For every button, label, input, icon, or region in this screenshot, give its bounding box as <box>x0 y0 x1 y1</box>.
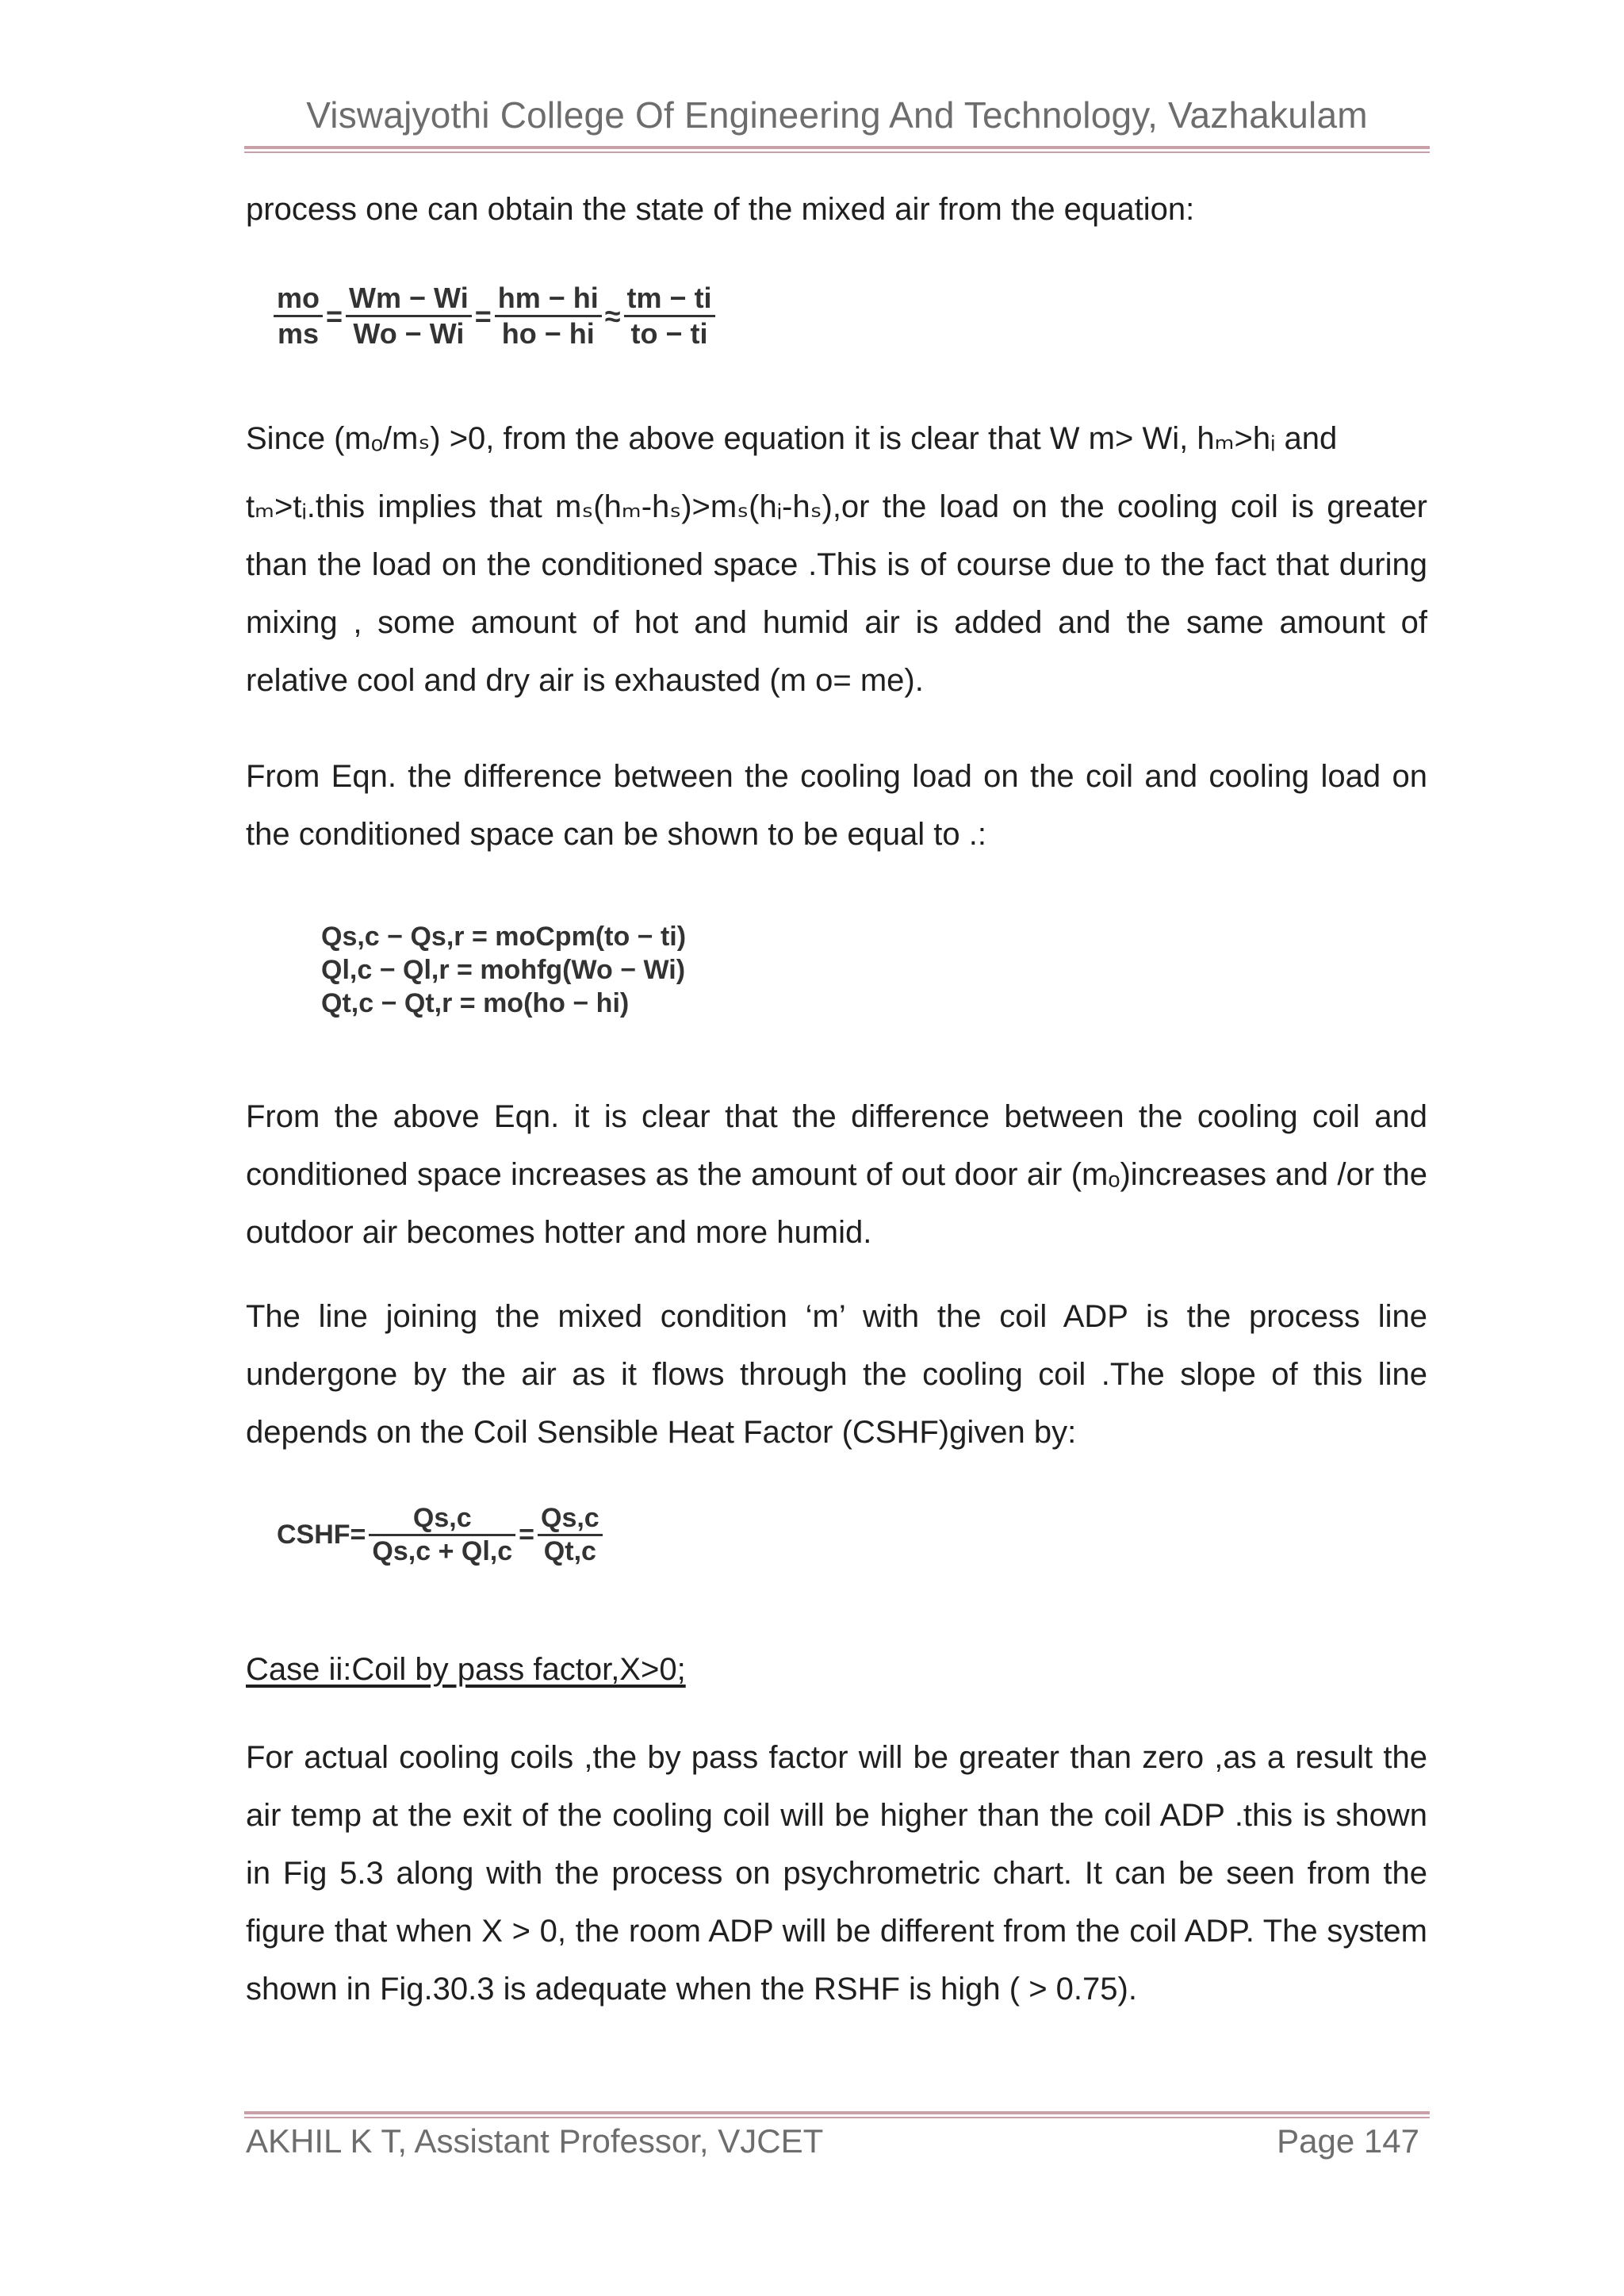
fraction-temperature-ratio <box>624 282 715 351</box>
paragraph-process-line: The line joining the mixed condition ‘m’ with the coil ADP is the process line undergone by the air as it flows through the cooling coil .The slope of this line depends on the Coil Sensible Heat Factor (CSHF)given by: <box>246 1299 1427 1450</box>
equation-sensible-line: Qs,c − Qs,r = moCpm(to − ti) <box>321 922 687 952</box>
paragraph-since-line1: Since (mₒ/mₛ) >0, from the above equation it is clear that W m> Wi, hₘ>hᵢ and <box>246 421 1338 456</box>
fraction-numerator: Qs,c <box>538 1503 603 1536</box>
footer-page-number: Page 147 <box>1277 2122 1419 2160</box>
footer-rule <box>244 2111 1430 2118</box>
fraction-denominator: to − ti <box>630 317 708 350</box>
equation-load-differences <box>321 920 686 1020</box>
fraction-numerator: tm − ti <box>624 282 715 317</box>
fraction-numerator: mo <box>274 282 323 317</box>
equation-latent-line: Ql,c − Ql,r = mohfg(Wo − Wi) <box>321 955 686 985</box>
fraction-denominator: Wo − Wi <box>353 317 465 350</box>
approx-sign: ≈ <box>604 299 621 332</box>
equation-total-line: Qt,c − Qt,r = mo(ho − hi) <box>321 988 630 1018</box>
paragraph-intro: process one can obtain the state of the mixed air from the equation: <box>246 192 1195 227</box>
equals-sign: = <box>326 299 343 332</box>
fraction-numerator: Qs,c <box>369 1503 515 1536</box>
fraction-denominator: Qt,c <box>543 1536 596 1566</box>
equals-sign: = <box>474 299 492 332</box>
paragraph-bypass-factor: For actual cooling coils ,the by pass factor will be greater than zero ,as a result the air temp at the exit of the cooling coil will be higher than the coil ADP .this is shown in Fig 5.3 along with the process on psychrometric chart. It can be seen from the figure that when X > 0, the room ADP will be different from the coil ADP. The system shown in Fig.30.3 is adequate when the RSHF is high ( > 0.75). <box>246 1740 1427 2007</box>
equation-mixing <box>274 282 715 351</box>
paragraph-since-rest: tₘ>tᵢ.this implies that mₛ(hₘ-hₛ)>mₛ(hᵢ-hₛ),or the load on the cooling coil is greater than the load on the conditioned space .This is of course due to the fact that during mixing , some amount of hot and humid air is added and the same amount of relative cool and dry air is exhausted (m o= me). <box>246 489 1427 698</box>
footer-author: AKHIL K T, Assistant Professor, VJCET <box>246 2122 824 2160</box>
fraction-denominator: ms <box>277 317 320 350</box>
fraction-numerator: Wm − Wi <box>346 282 472 317</box>
fraction-denominator: Qs,c + Ql,c <box>372 1536 513 1566</box>
fraction-humidity-ratio <box>346 282 472 351</box>
fraction-cshf-first <box>369 1503 515 1567</box>
paragraph-difference: From Eqn. the difference between the cooling load on the coil and cooling load on the conditioned space can be shown to be equal to .: <box>246 759 1427 852</box>
header-title: Viswajyothi College Of Engineering And Technology, Vazhakulam <box>306 94 1368 136</box>
equation-cshf <box>274 1503 603 1567</box>
fraction-denominator: ho − hi <box>501 317 595 350</box>
header-rule <box>244 146 1430 153</box>
paragraph-observation: From the above Eqn. it is clear that the difference between the cooling coil and conditioned space increases as the amount of out door air (mₒ)increases and /or the outdoor air becomes hotter and more humid. <box>246 1099 1427 1250</box>
fraction-cshf-second <box>538 1503 603 1567</box>
fraction-enthalpy-ratio <box>495 282 602 351</box>
fraction-numerator: hm − hi <box>495 282 602 317</box>
cshf-label: CSHF= <box>277 1520 366 1550</box>
equals-sign: = <box>519 1520 534 1550</box>
section-heading-case-2: Case ii:Coil by pass factor,X>0; <box>246 1652 686 1687</box>
fraction-mass-ratio <box>274 282 323 351</box>
